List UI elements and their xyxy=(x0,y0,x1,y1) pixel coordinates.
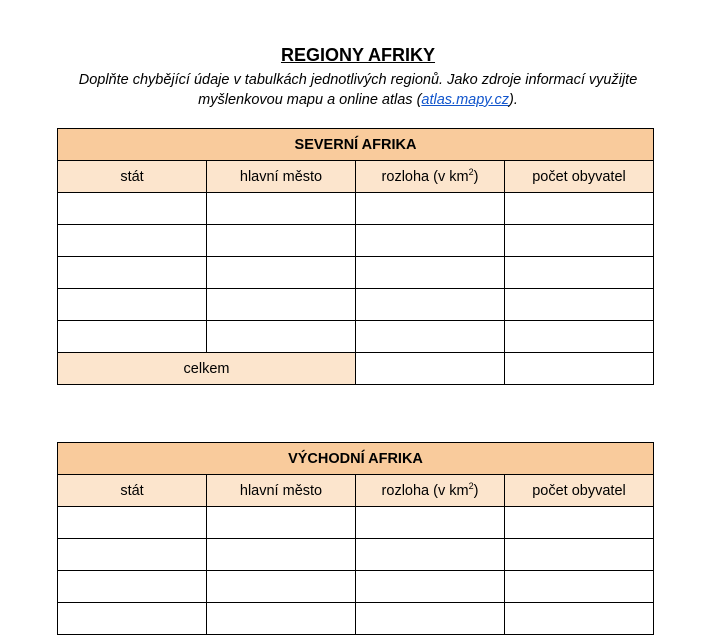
table-row xyxy=(58,225,654,257)
population-cell[interactable] xyxy=(505,539,654,571)
state-cell[interactable] xyxy=(58,507,207,539)
capital-cell[interactable] xyxy=(207,257,356,289)
instructions-end: ). xyxy=(508,92,518,108)
state-cell[interactable] xyxy=(58,321,207,353)
total-population-cell[interactable] xyxy=(505,353,654,385)
table-row xyxy=(58,257,654,289)
area-cell[interactable] xyxy=(356,507,505,539)
capital-cell[interactable] xyxy=(207,321,356,353)
state-cell[interactable] xyxy=(58,603,207,635)
population-cell[interactable] xyxy=(505,507,654,539)
area-superscript: 2 xyxy=(468,480,474,491)
state-cell[interactable] xyxy=(58,539,207,571)
area-cell[interactable] xyxy=(356,289,505,321)
total-label: celkem xyxy=(58,353,356,385)
capital-cell[interactable] xyxy=(207,289,356,321)
table-vychodni-afrika xyxy=(57,442,654,635)
state-cell[interactable] xyxy=(58,571,207,603)
area-label-end: ) xyxy=(473,168,479,185)
column-header-state: stát xyxy=(58,161,207,193)
column-header-capital: hlavní město xyxy=(207,161,356,193)
column-header-capital: hlavní město xyxy=(207,475,356,507)
area-cell[interactable] xyxy=(356,193,505,225)
region-title: VÝCHODNÍ AFRIKA xyxy=(58,443,654,475)
area-superscript: 2 xyxy=(468,166,474,177)
area-cell[interactable] xyxy=(356,225,505,257)
area-cell[interactable] xyxy=(356,539,505,571)
capital-cell[interactable] xyxy=(207,571,356,603)
atlas-link[interactable]: atlas.mapy.cz xyxy=(421,92,509,108)
state-cell[interactable] xyxy=(58,193,207,225)
page-title: REGIONY AFRIKY xyxy=(280,45,436,65)
capital-cell[interactable] xyxy=(207,539,356,571)
state-cell[interactable] xyxy=(58,289,207,321)
population-cell[interactable] xyxy=(505,257,654,289)
capital-cell[interactable] xyxy=(207,603,356,635)
table-body xyxy=(58,507,654,635)
column-header-population: počet obyvatel xyxy=(505,161,654,193)
table-row xyxy=(58,321,654,353)
population-cell[interactable] xyxy=(505,289,654,321)
column-header-state: stát xyxy=(58,475,207,507)
capital-cell[interactable] xyxy=(207,193,356,225)
instructions xyxy=(60,70,656,110)
table-row xyxy=(58,289,654,321)
area-cell[interactable] xyxy=(356,321,505,353)
area-label-end: ) xyxy=(473,482,479,499)
column-header-area xyxy=(356,161,505,193)
population-cell[interactable] xyxy=(505,603,654,635)
table-row xyxy=(58,603,654,635)
population-cell[interactable] xyxy=(505,193,654,225)
total-area-cell[interactable] xyxy=(356,353,505,385)
table-row xyxy=(58,539,654,571)
population-cell[interactable] xyxy=(505,321,654,353)
column-header-population: počet obyvatel xyxy=(505,475,654,507)
state-cell[interactable] xyxy=(58,225,207,257)
population-cell[interactable] xyxy=(505,225,654,257)
column-header-area xyxy=(356,475,505,507)
table-row xyxy=(58,571,654,603)
table-row xyxy=(58,507,654,539)
table-severni-afrika xyxy=(57,128,654,385)
area-cell[interactable] xyxy=(356,571,505,603)
table-row xyxy=(58,193,654,225)
state-cell[interactable] xyxy=(58,257,207,289)
instructions-text: Doplňte chybějící údaje v tabulkách jednotlivých regionů. Jako zdroje informací využijte myšlenkovou mapu a online atlas ( xyxy=(78,72,638,108)
capital-cell[interactable] xyxy=(207,225,356,257)
region-title: SEVERNÍ AFRIKA xyxy=(58,129,654,161)
population-cell[interactable] xyxy=(505,571,654,603)
total-row xyxy=(58,353,654,385)
area-label: rozloha (v km xyxy=(381,482,469,499)
capital-cell[interactable] xyxy=(207,507,356,539)
table-body xyxy=(58,193,654,353)
area-cell[interactable] xyxy=(356,603,505,635)
area-label: rozloha (v km xyxy=(381,168,469,185)
area-cell[interactable] xyxy=(356,257,505,289)
